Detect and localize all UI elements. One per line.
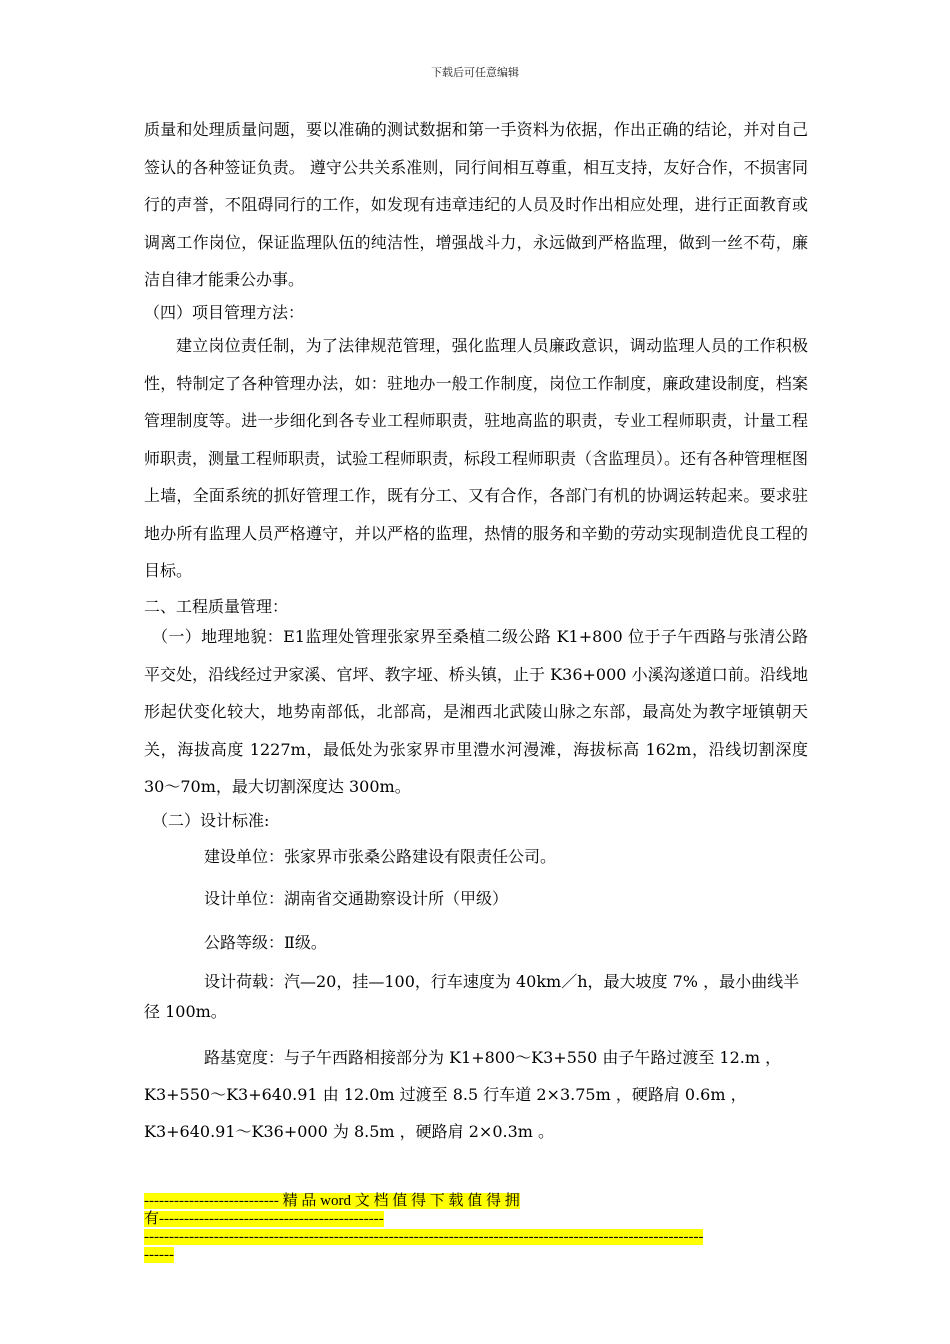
footer-banner-line3 <box>144 1228 808 1246</box>
footer-text: ------ <box>144 1247 174 1263</box>
paragraph-geography <box>144 618 808 806</box>
item-build-unit: 建设单位：张家界市张桑公路建设有限责任公司。 <box>204 847 557 866</box>
heading-design-standard: （二）设计标准: <box>152 811 270 830</box>
item-design-load: 设计荷载：汽—20，挂—100，行车速度为 40km／h，最大坡度 7% ，最小曲线半径 100m。 <box>144 972 800 1021</box>
paragraph-management <box>144 327 808 590</box>
page-header: 下载后可任意编辑 <box>431 66 519 79</box>
footer-banner-line1 <box>144 1192 808 1210</box>
footer-banner-line4 <box>144 1246 808 1264</box>
paragraph-text: （一）地理地貌：E1监理处管理张家界至桑植二级公路 K1+800 位于子午西路与张清公路平交处，沿线经过尹家溪、官坪、教字垭、桥头镇，止于 K36+000 小溪沟遂道口前。沿线地形起伏变化较大，地势南部低，北部高，是湘西北武陵山脉之东部，最高处为教字垭镇朝天关，海拔高度 1227m，最低处为张家界市里澧水河漫滩，海拔标高 162m，沿线切割深度 30～70m，最大切割深度达 300m。 <box>144 627 808 796</box>
footer-text: ---------------------------------------------------------------------------------------------------------------- <box>144 1229 704 1245</box>
item-road-grade: 公路等级：Ⅱ级。 <box>204 933 327 952</box>
heading-quality-management: 二、工程质量管理： <box>144 597 289 616</box>
footer-text: 有--------------------------------------------- <box>144 1211 384 1227</box>
footer-text: --------------------------- 精 品 word 文 档 值 得 下 载 值 得 拥 <box>144 1193 520 1209</box>
item-roadbed-width: 路基宽度：与子午西路相接部分为 K1+800～K3+550 由子午路过渡至 12.m ，K3+550～K3+640.91 由 12.0m 过渡至 8.5 行车道 2×3.75m ，硬路肩 0.6m ，K3+640.91～K36+000 为 8.5m ，硬路肩 2×0.3m 。 <box>144 1048 782 1141</box>
paragraph-text: 质量和处理质量问题，要以准确的测试数据和第一手资料为依据，作出正确的结论，并对自己签认的各种签证负责。 遵守公共关系准则，同行间相互尊重，相互支持，友好合作，不损害同行的声誉，不阻碍同行的工作，如发现有违章违纪的人员及时作出相应处理，进行正面教育或调离工作岗位，保证监理队伍的纯洁性，增强战斗力，永远做到严格监理，做到一丝不苟，廉洁自律才能秉公办事。 <box>144 120 808 289</box>
item-design-unit: 设计单位：湖南省交通勘察设计所（甲级） <box>204 889 509 908</box>
heading-management-method: （四）项目管理方法： <box>144 303 305 322</box>
paragraph-ethics <box>144 111 808 299</box>
paragraph-text: 建立岗位责任制，为了法律规范管理，强化监理人员廉政意识，调动监理人员的工作积极性，特制定了各种管理办法，如：驻地办一般工作制度，岗位工作制度，廉政建设制度，档案管理制度等。进一步细化到各专业工程师职责，驻地高监的职责，专业工程师职责，计量工程师职责，测量工程师职责，试验工程师职责，标段工程师职责（含监理员）。还有各种管理框图上墙，全面系统的抓好管理工作，既有分工、又有合作，各部门有机的协调运转起来。要求驻地办所有监理人员严格遵守，并以严格的监理，热情的服务和辛勤的劳动实现制造优良工程的目标。 <box>144 336 809 580</box>
footer-banner-line2 <box>144 1210 808 1228</box>
